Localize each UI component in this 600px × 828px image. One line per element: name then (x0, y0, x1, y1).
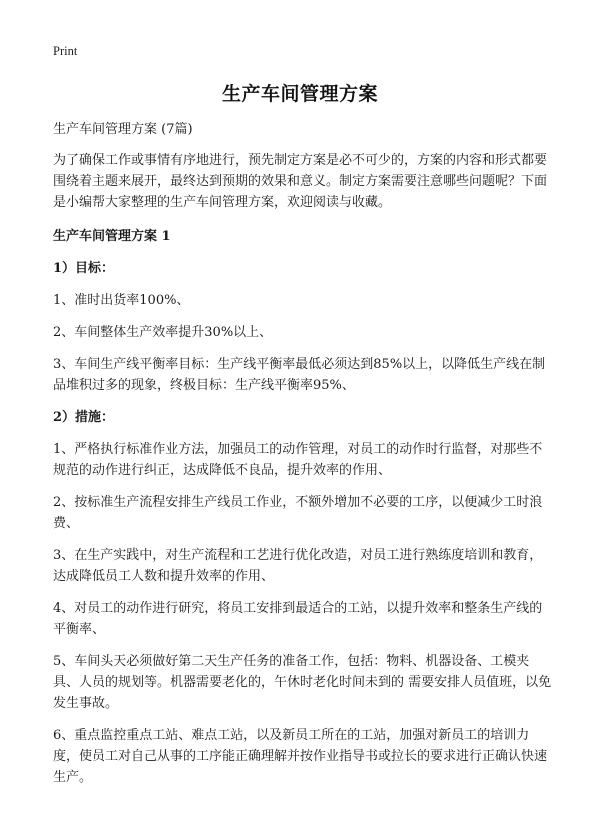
goal-item: 2、车间整体生产效率提升30%以上、 (53, 325, 273, 340)
measures-heading: 2）措施： (53, 410, 115, 425)
goal-item: 1、准时出货率100%、 (53, 293, 190, 308)
measure-item: 2、按标准生产流程安排生产线员工作业，不额外增加不必要的工序，以便减少工时浪费、 (53, 495, 543, 531)
document-subtitle: 生产车间管理方案 (7篇) (53, 122, 193, 137)
intro-paragraph: 为了确保工作或事情有序地进行，预先制定方案是必不可少的，方案的内容和形式都要围绕着主题来展开，最终达到预期的效果和意义。制定方案需要注意哪些问题呢？下面是小编帮大家整理的生产车间管理方案，欢迎阅读与收藏。 (53, 153, 548, 210)
section-heading: 生产车间管理方案 1 (53, 229, 171, 244)
goals-heading: 1）目标： (53, 261, 115, 276)
measure-item: 6、重点监控重点工站、难点工站，以及新员工所在的工站，加强对新员工的培训力度，使员工对自己从事的工序能正确理解并按作业指导书或拉长的要求进行正确认快速生产。 (53, 728, 548, 785)
print-label: Print (53, 44, 78, 58)
measure-item: 3、在生产实践中，对生产流程和工艺进行优化改造，对员工进行熟练度培训和教育，达成降低员工人数和提升效率的作用、 (53, 548, 543, 584)
measure-item: 4、对员工的动作进行研究，将员工安排到最适合的工站，以提升效率和整条生产线的平衡率、 (53, 601, 543, 637)
measure-item: 5、车间头天必须做好第二天生产任务的准备工作，包括：物料、机器设备、工模夹具、人员的规划等。机器需要老化的，午休时老化时间未到的 需要安排人员值班，以免发生事故。 (53, 654, 552, 711)
measure-item: 1、严格执行标准作业方法，加强员工的动作管理，对员工的动作时行监督，对那些不规范的动作进行纠正，达成降低不良品，提升效率的作用、 (53, 442, 543, 478)
goal-item: 3、车间生产线平衡率目标：生产线平衡率最低必须达到85%以上，以降低生产线在制品堆积过多的现象，终极目标：生产线平衡率95%、 (53, 357, 546, 393)
document-body (53, 119, 553, 799)
page-title: 生产车间管理方案 (221, 83, 378, 105)
